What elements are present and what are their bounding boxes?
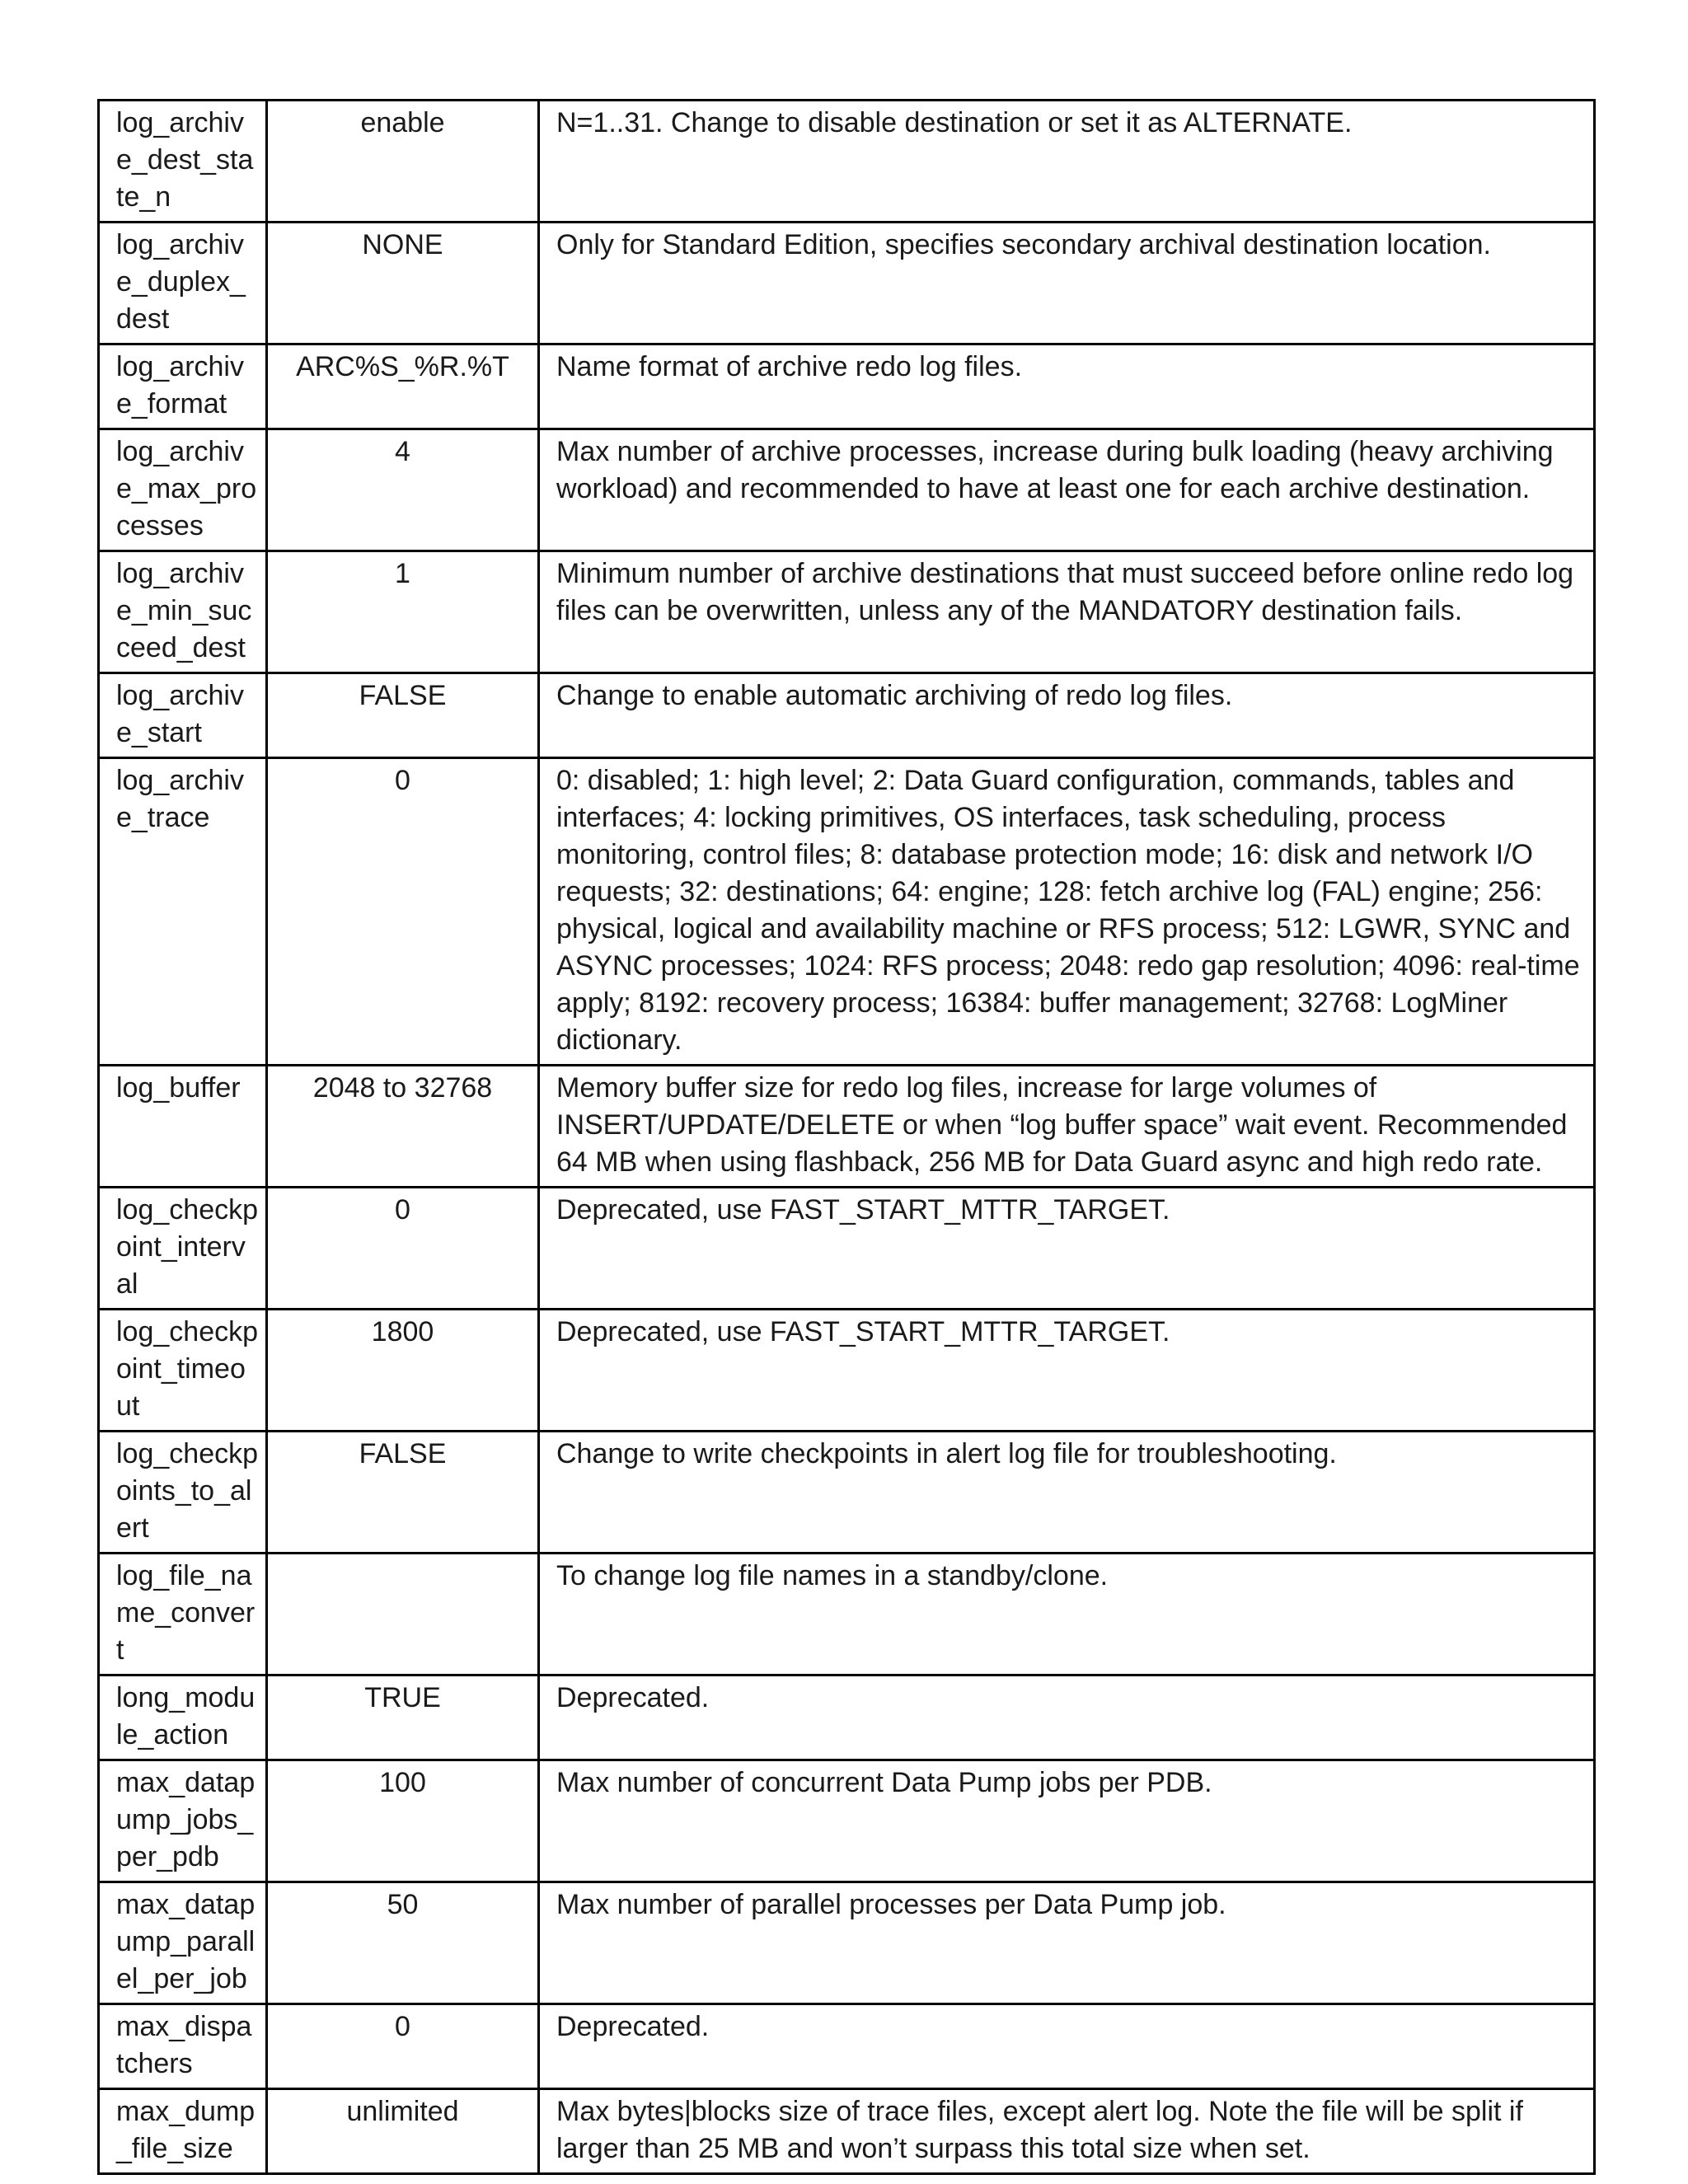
parameter-name: max_dispatchers [99, 2004, 267, 2089]
parameter-description: Change to enable automatic archiving of redo log files. [539, 673, 1595, 758]
parameter-name: max_datapump_parallel_per_job [99, 1882, 267, 2004]
parameter-description: N=1..31. Change to disable destination or set it as ALTERNATE. [539, 101, 1595, 223]
parameter-description: Deprecated. [539, 2004, 1595, 2089]
default-value: 2048 to 32768 [267, 1066, 539, 1188]
default-value: 0 [267, 1188, 539, 1310]
parameter-description: Deprecated, use FAST_START_MTTR_TARGET. [539, 1188, 1595, 1310]
default-value: TRUE [267, 1675, 539, 1760]
parameter-name: max_dump_file_size [99, 2089, 267, 2174]
parameter-description: 0: disabled; 1: high level; 2: Data Guard configuration, commands, tables and interfaces; 4: locking primitives, OS interfaces, task scheduling, process monitoring, control files; 8: database protection mode; 16: disk and network I/O requests; 32: destinations; 64: engine; 128: fetch archive log (FAL) engine; 256: physical, logical and availability machine or RFS process; 512: LGWR, SYNC and ASYNC processes; 1024: RFS process; 2048: redo gap resolution; 4096: real-time apply; 8192: recovery process; 16384: buffer management; 32768: LogMiner dictionary. [539, 758, 1595, 1066]
table-row [99, 1310, 1595, 1432]
parameter-name: long_module_action [99, 1675, 267, 1760]
parameter-name: log_file_name_convert [99, 1554, 267, 1675]
parameter-name: log_archive_duplex_dest [99, 223, 267, 344]
default-value: 4 [267, 429, 539, 551]
table-row [99, 344, 1595, 429]
parameter-description: Max number of parallel processes per Data Pump job. [539, 1882, 1595, 2004]
default-value: NONE [267, 223, 539, 344]
parameter-name: log_buffer [99, 1066, 267, 1188]
table-row [99, 673, 1595, 758]
parameter-description: Max number of archive processes, increase during bulk loading (heavy archiving workload) and recommended to have at least one for each archive destination. [539, 429, 1595, 551]
table-row [99, 429, 1595, 551]
default-value: 100 [267, 1760, 539, 1882]
default-value: 1800 [267, 1310, 539, 1432]
parameter-name: log_checkpoints_to_alert [99, 1432, 267, 1554]
table-row [99, 1675, 1595, 1760]
parameter-name: max_datapump_jobs_per_pdb [99, 1760, 267, 1882]
parameter-name: log_checkpoint_timeout [99, 1310, 267, 1432]
parameter-description: Deprecated. [539, 1675, 1595, 1760]
table-row [99, 101, 1595, 223]
table-row [99, 1760, 1595, 1882]
parameter-table [97, 99, 1596, 2175]
default-value: 50 [267, 1882, 539, 2004]
parameter-name: log_archive_format [99, 344, 267, 429]
default-value: 0 [267, 758, 539, 1066]
default-value: ARC%S_%R.%T [267, 344, 539, 429]
parameter-description: Deprecated, use FAST_START_MTTR_TARGET. [539, 1310, 1595, 1432]
parameter-description: Minimum number of archive destinations that must succeed before online redo log files can be overwritten, unless any of the MANDATORY destination fails. [539, 551, 1595, 673]
table-row [99, 1066, 1595, 1188]
table-row [99, 2089, 1595, 2174]
table-row [99, 1188, 1595, 1310]
table-row [99, 1432, 1595, 1554]
default-value: 1 [267, 551, 539, 673]
table-row [99, 551, 1595, 673]
document-page [97, 99, 1593, 2175]
parameter-description: Name format of archive redo log files. [539, 344, 1595, 429]
table-row [99, 758, 1595, 1066]
default-value: unlimited [267, 2089, 539, 2174]
parameter-description: Max bytes|blocks size of trace files, except alert log. Note the file will be split if larger than 25 MB and won’t surpass this total size when set. [539, 2089, 1595, 2174]
default-value [267, 1554, 539, 1675]
parameter-name: log_archive_start [99, 673, 267, 758]
table-row [99, 2004, 1595, 2089]
default-value: 0 [267, 2004, 539, 2089]
parameter-description: Max number of concurrent Data Pump jobs per PDB. [539, 1760, 1595, 1882]
parameter-description: To change log file names in a standby/clone. [539, 1554, 1595, 1675]
parameter-name: log_archive_min_succeed_dest [99, 551, 267, 673]
table-row [99, 1882, 1595, 2004]
parameter-description: Only for Standard Edition, specifies secondary archival destination location. [539, 223, 1595, 344]
parameter-name: log_checkpoint_interval [99, 1188, 267, 1310]
default-value: FALSE [267, 673, 539, 758]
parameter-description: Memory buffer size for redo log files, increase for large volumes of INSERT/UPDATE/DELETE or when “log buffer space” wait event. Recommended 64 MB when using flashback, 256 MB for Data Guard async and high redo rate. [539, 1066, 1595, 1188]
default-value: enable [267, 101, 539, 223]
parameter-name: log_archive_trace [99, 758, 267, 1066]
parameter-name: log_archive_max_processes [99, 429, 267, 551]
parameter-name: log_archive_dest_state_n [99, 101, 267, 223]
default-value: FALSE [267, 1432, 539, 1554]
table-row [99, 223, 1595, 344]
table-row [99, 1554, 1595, 1675]
parameter-description: Change to write checkpoints in alert log file for troubleshooting. [539, 1432, 1595, 1554]
